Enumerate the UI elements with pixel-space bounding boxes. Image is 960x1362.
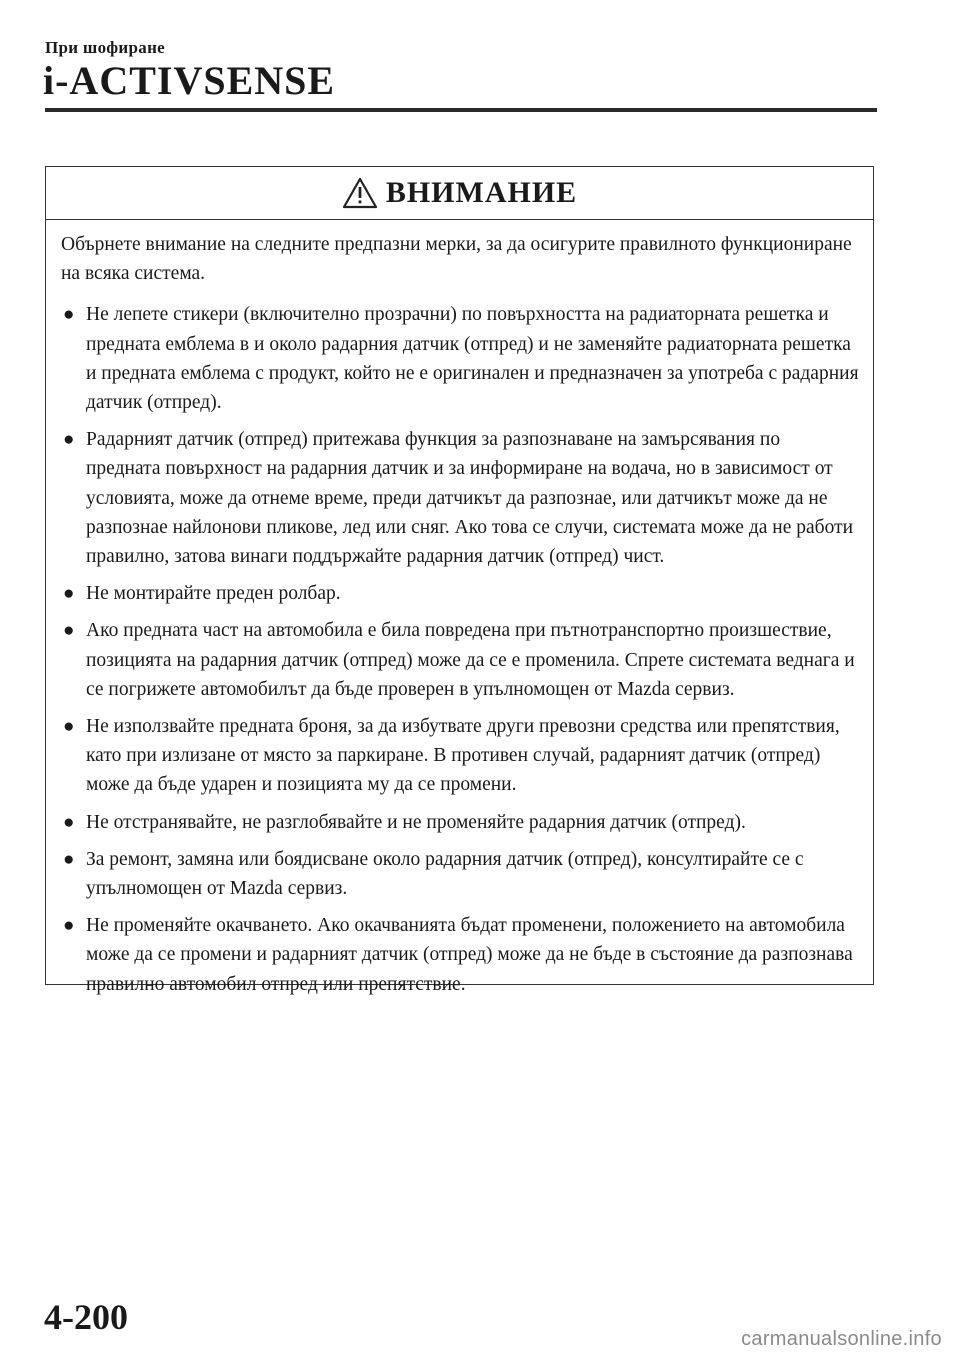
- list-item: [61, 808, 859, 837]
- watermark: carmanualsonline.info: [741, 1328, 942, 1350]
- bullet-icon: ●: [63, 811, 75, 833]
- list-item-text: За ремонт, замяна или боядисване около радарния датчик (отпред), консултирайте се с упълномощен от Mazda сервиз.: [86, 848, 804, 900]
- list-item-text: Не използвайте предната броня, за да избутвате други превозни средства или препятствия, като при излизане от място за паркиране. В противен случай, радарният датчик (отпред) може да бъде ударен и позицията му да се промени.: [86, 716, 840, 796]
- warning-intro: Обърнете внимание на следните предпазни мерки, за да осигурите правилното функциониране на всяка система.: [61, 234, 852, 285]
- bullet-icon: ●: [63, 848, 75, 870]
- list-item-text: Не променяйте окачването. Ако окачванията бъдат променени, положението на автомобила може да се промени и радарният датчик (отпред) може да не бъде в състояние да разпознава правилно автомобил отпред или препятствие.: [86, 915, 853, 995]
- bullet-icon: ●: [63, 304, 75, 326]
- warning-triangle-icon: [342, 177, 378, 209]
- section-label: При шофиране: [45, 38, 166, 57]
- warning-list: [61, 300, 859, 998]
- list-item-text: Не лепете стикери (включително прозрачни) по повърхността на радиаторната решетка и предната емблема в и около радарния датчик (отпред) и не заменяйте радиаторната решетка и предната емблема с продукт, който не е оригинален и предназначен за употреба с радарния датчик (отпред).: [86, 304, 859, 414]
- list-item-text: Радарният датчик (отпред) притежава функция за разпознаване на замърсявания по предната повърхност на радарния датчик и за информиране на водача, но в зависимост от условията, може да отнеме време, преди датчикът да разпознае, или датчикът може да не разпознае найлонови пликове, лед или сняг. Ако това се случи, системата може да не работи правилно, затова винаги поддържайте радарния датчик (отпред) чист.: [86, 429, 854, 568]
- bullet-icon: ●: [63, 620, 75, 642]
- list-item: [61, 845, 859, 903]
- warning-box: [45, 166, 874, 995]
- list-item: [61, 911, 859, 999]
- bullet-icon: ●: [63, 915, 75, 937]
- list-item: [61, 300, 859, 417]
- list-item-text: Ако предната част на автомобила е била повредена при пътнотранспортно произшествие, позицията на радарния датчик (отпред) може да се е променила. Спрете системата веднага и се погрижете автомобилът да бъде проверен в упълномощен от Mazda сервиз.: [86, 620, 855, 700]
- bullet-icon: ●: [63, 583, 75, 605]
- list-item: [61, 425, 859, 571]
- list-item: [61, 712, 859, 800]
- list-item-text: Не отстранявайте, не разглобявайте и не променяйте радарния датчик (отпред).: [86, 811, 746, 833]
- chapter-title: i-ACTIVSENSE: [43, 58, 336, 103]
- header-divider: [45, 108, 877, 112]
- warning-header: [46, 167, 873, 220]
- warning-body: [46, 220, 873, 999]
- list-item: [61, 579, 859, 608]
- list-item-text: Не монтирайте преден ролбар.: [86, 583, 341, 605]
- page-number: 4-200: [44, 1297, 128, 1337]
- list-item: [61, 616, 859, 704]
- bullet-icon: ●: [63, 716, 75, 738]
- bullet-icon: ●: [63, 429, 75, 451]
- warning-title: ВНИМАНИЕ: [385, 176, 578, 209]
